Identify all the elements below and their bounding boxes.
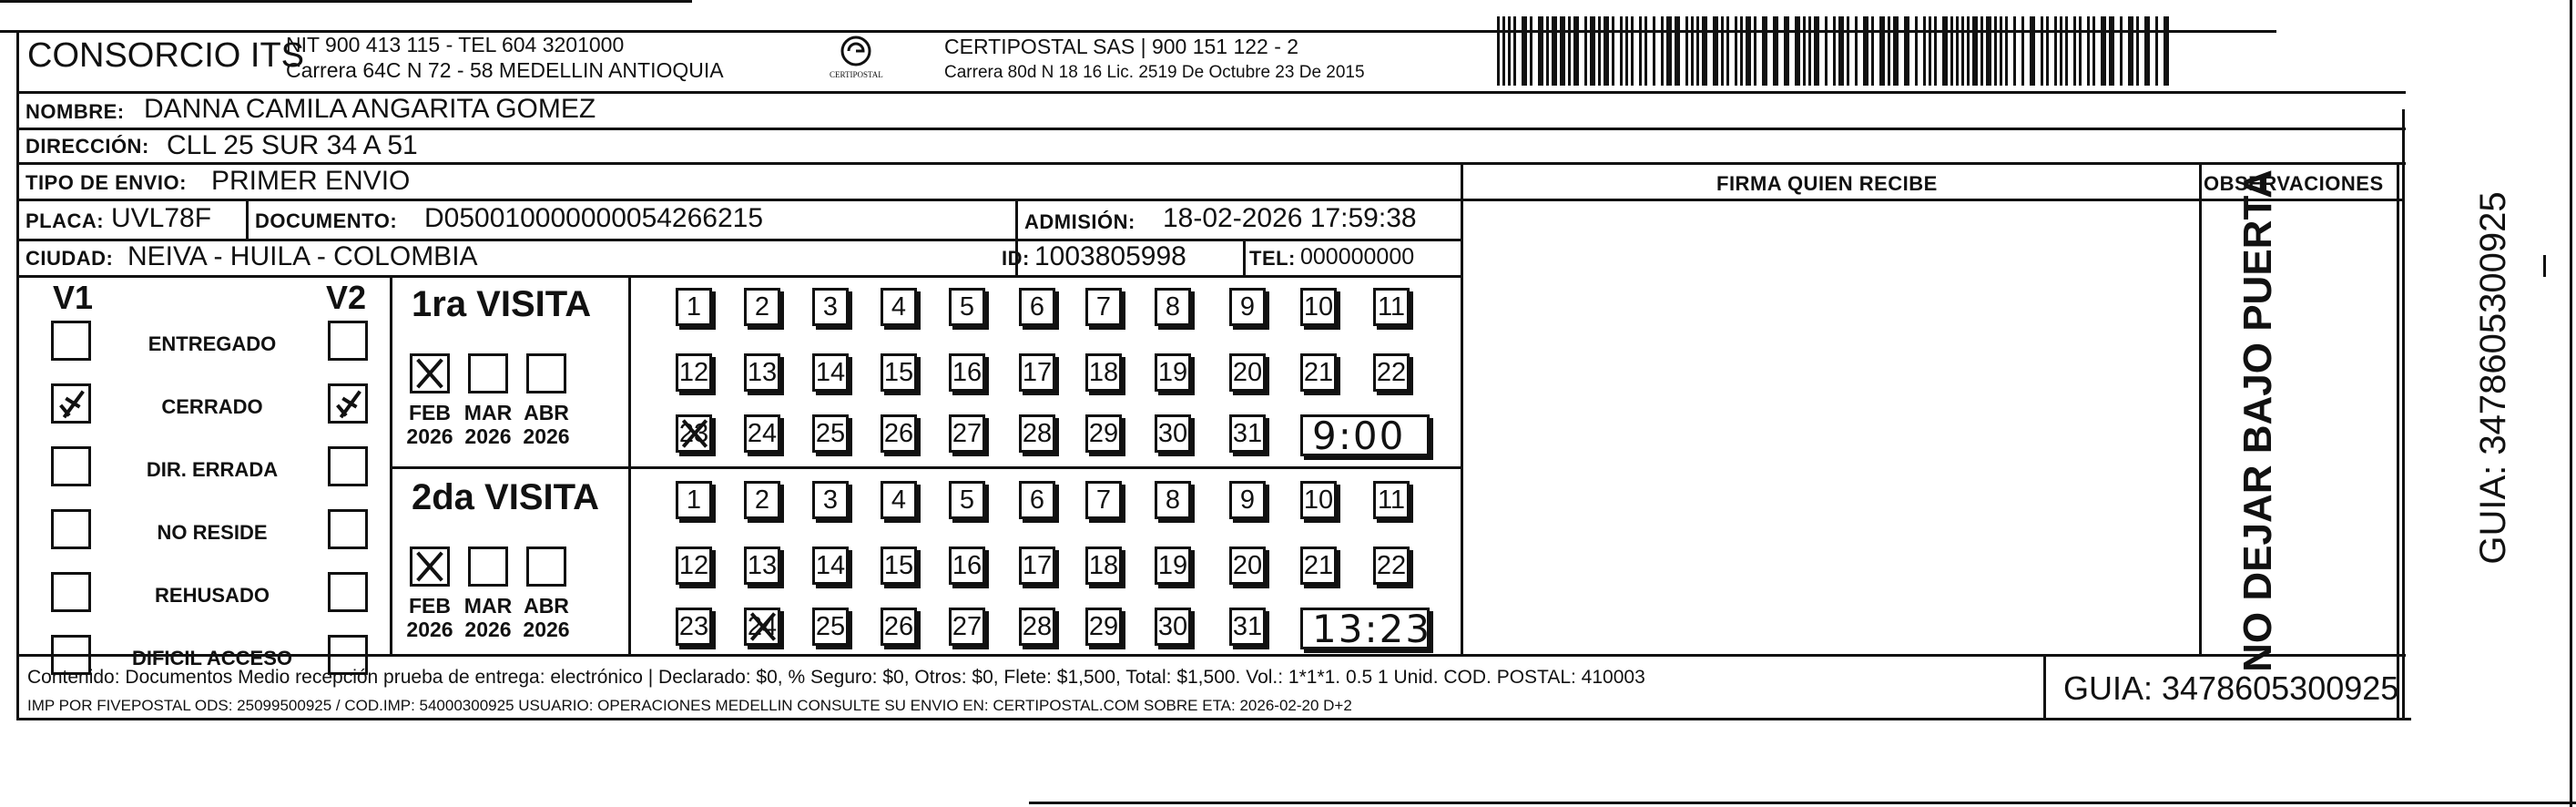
month-label: MAR 2026	[463, 594, 513, 642]
barcode-bar	[1863, 16, 1868, 86]
day-box[interactable]: 13	[744, 353, 780, 392]
barcode-bar	[1746, 16, 1751, 86]
page-right-edge	[2570, 0, 2572, 807]
barcode-bar	[1762, 16, 1767, 86]
status-reason-label: ENTREGADO	[148, 332, 277, 355]
barcode-bar	[1980, 16, 1983, 86]
status-reason-label: DIR. ERRADA	[146, 458, 279, 481]
day-box[interactable]: 26	[881, 414, 917, 453]
barcode-bar	[2092, 16, 2095, 86]
side-guia: GUIA: 3478605300925	[2473, 191, 2513, 565]
status-reason-label: CERRADO	[161, 395, 263, 418]
month-checkbox[interactable]	[410, 353, 450, 393]
placa-label: PLACA:	[25, 209, 105, 232]
day-box[interactable]: 27	[949, 414, 985, 453]
day-box[interactable]: 4	[881, 481, 917, 519]
barcode-bar	[1942, 16, 1948, 86]
barcode-bar	[1929, 16, 1931, 86]
month-label: ABR 2026	[523, 594, 570, 642]
barcode-bar	[2005, 16, 2008, 86]
day-box[interactable]: 2	[744, 288, 780, 326]
barcode-bar	[2046, 16, 2049, 86]
barcode-bar	[1795, 16, 1800, 86]
status-reason-label: DIFICIL ACCESO	[131, 647, 292, 669]
barcode-bar	[1497, 16, 1500, 86]
frame-left	[16, 30, 19, 720]
day-box[interactable]: 25	[812, 414, 849, 453]
barcode-bar	[1784, 16, 1789, 86]
barcode-image	[1493, 15, 2176, 87]
barcode-bar	[2013, 16, 2016, 86]
row-sep-3	[16, 199, 1461, 201]
documento-value: D050010000000054266215	[424, 203, 764, 233]
barcode-bar	[2073, 16, 2076, 86]
day-box[interactable]: 26	[881, 608, 917, 646]
barcode-bar	[1696, 16, 1699, 86]
barcode-bar	[1604, 16, 1609, 86]
barcode-bar	[1967, 16, 1970, 86]
id-label: ID:	[1002, 247, 1030, 270]
barcode-bar	[1573, 16, 1579, 86]
barcode-bar	[1691, 16, 1694, 86]
day-box[interactable]: 21	[1300, 547, 1337, 585]
barcode-bar	[2030, 16, 2035, 86]
frame-bottom	[16, 718, 2411, 720]
day-box[interactable]: 23	[676, 608, 712, 646]
direccion-label: DIRECCIÓN:	[25, 135, 149, 158]
barcode-bar	[1735, 16, 1737, 86]
v2-checkbox[interactable]	[328, 572, 368, 612]
barcode-bar	[1972, 16, 1978, 86]
visit-time: 13:23	[1312, 607, 1432, 651]
day-box[interactable]: 5	[949, 481, 985, 519]
day-box[interactable]: 5	[949, 288, 985, 326]
month-checkbox[interactable]	[468, 547, 508, 587]
day-box[interactable]: 18	[1085, 547, 1122, 585]
barcode-bar	[1754, 16, 1756, 86]
barcode-bar	[2136, 16, 2139, 86]
day-box[interactable]: 17	[1019, 547, 1055, 585]
v1-checkbox[interactable]	[51, 572, 91, 612]
day-box[interactable]: 15	[881, 353, 917, 392]
handwritten-x-mark	[747, 610, 779, 643]
barcode-bar	[1808, 16, 1811, 86]
day-box[interactable]: 12	[676, 353, 712, 392]
day-box[interactable]: 14	[812, 547, 849, 585]
certipostal-logo	[824, 35, 888, 86]
v2-label: V2	[326, 279, 367, 316]
v2-checkbox[interactable]	[328, 321, 368, 361]
footer-guia: GUIA: 3478605300925	[2063, 669, 2399, 707]
obs-col-left	[2199, 162, 2202, 656]
row-sep-2	[16, 162, 2406, 165]
barcode-bar	[2065, 16, 2068, 86]
tipo-envio-label: TIPO DE ENVIO:	[25, 171, 187, 194]
admision-label: ADMISIÓN:	[1024, 210, 1135, 233]
day-box[interactable]: 7	[1085, 481, 1122, 519]
day-box[interactable]: 19	[1155, 353, 1191, 392]
day-box[interactable]: 11	[1373, 288, 1410, 326]
barcode-bar	[1639, 16, 1642, 86]
firma-header: FIRMA QUIEN RECIBE	[1716, 172, 1938, 195]
v2-checkbox[interactable]	[328, 509, 368, 549]
day-box[interactable]: 11	[1373, 481, 1410, 519]
barcode-bar	[1986, 16, 1991, 86]
barcode-bar	[1803, 16, 1806, 86]
admision-value: 18-02-2026 17:59:38	[1163, 203, 1417, 233]
day-box[interactable]: 4	[881, 288, 917, 326]
barcode-bar	[2079, 16, 2082, 86]
barcode-bar	[1513, 16, 1516, 86]
day-box[interactable]: 22	[1373, 547, 1410, 585]
ciudad-label: CIUDAD:	[25, 247, 114, 270]
barcode-bar	[1590, 16, 1595, 86]
barcode-bar	[2120, 16, 2123, 86]
day-box[interactable]: 18	[1085, 353, 1122, 392]
day-box[interactable]: 29	[1085, 608, 1122, 646]
month-label: FEB 2026	[406, 594, 453, 642]
barcode-bar	[1833, 16, 1836, 86]
day-box[interactable]: 31	[1229, 414, 1266, 453]
visit-row-sep	[390, 466, 1461, 469]
month-checkbox[interactable]	[526, 547, 566, 587]
barcode-bar	[1814, 16, 1819, 86]
barcode-bar	[2101, 16, 2106, 86]
footer-line2: IMP POR FIVEPOSTAL ODS: 25099500925 / COD.IMP: 54000300925 USUARIO: OPERACIONES MEDELLIN CONSULTE SU ENVIO EN: CERTIPOSTAL.COM SOBRE ETA: 2026-02-20 D+2	[27, 697, 1352, 714]
barcode-bar	[1702, 16, 1707, 86]
barcode-bar	[1956, 16, 1959, 86]
barcode-bar	[1560, 16, 1565, 86]
barcode-bar	[1904, 16, 1909, 86]
v1-checkbox[interactable]	[51, 509, 91, 549]
day-box[interactable]: 1	[676, 481, 712, 519]
address-line: Carrera 64C N 72 - 58 MEDELLIN ANTIOQUIA	[286, 58, 724, 82]
visit-col-sep	[628, 275, 631, 654]
barcode-bar	[1871, 16, 1874, 86]
placa-sep	[246, 199, 249, 240]
handwritten-x-mark	[412, 549, 447, 584]
firma-col-left	[1461, 162, 1463, 656]
barcode-bar	[1584, 16, 1587, 86]
handwritten-x-mark	[412, 356, 447, 391]
visit1-title: 1ra VISITA	[412, 284, 592, 324]
day-box[interactable]: 20	[1229, 547, 1266, 585]
barcode-bar	[2155, 16, 2158, 86]
barcode-bar	[2109, 16, 2114, 86]
nit-line: NIT 900 413 115 - TEL 604 3201000	[286, 33, 625, 56]
day-box[interactable]: 14	[812, 353, 849, 392]
barcode-bar	[2060, 16, 2062, 86]
ciudad-value: NEIVA - HUILA - COLOMBIA	[127, 241, 478, 271]
barcode-bar	[1598, 16, 1601, 86]
observaciones-header: OBSERVACIONES	[2204, 172, 2384, 195]
handwritten-x-mark	[331, 386, 365, 421]
day-box[interactable]: 8	[1155, 288, 1191, 326]
day-box[interactable]: 7	[1085, 288, 1122, 326]
barcode-bar	[1950, 16, 1953, 86]
barcode-bar	[1666, 16, 1672, 86]
documento-label: DOCUMENTO:	[255, 209, 398, 232]
day-box[interactable]: 27	[949, 608, 985, 646]
nombre-label: NOMBRE:	[25, 100, 125, 123]
barcode-bar	[1855, 16, 1858, 86]
month-checkbox[interactable]	[468, 353, 508, 393]
day-box[interactable]: 25	[812, 608, 849, 646]
barcode-bar	[1625, 16, 1628, 86]
day-box[interactable]: 10	[1300, 481, 1337, 519]
barcode-bar	[1552, 16, 1557, 86]
day-box[interactable]: 19	[1155, 547, 1191, 585]
month-checkbox[interactable]	[526, 353, 566, 393]
barcode-bar	[1923, 16, 1926, 86]
day-box[interactable]: 10	[1300, 288, 1337, 326]
visit-time: 9:00	[1312, 414, 1406, 458]
day-box[interactable]: 30	[1155, 608, 1191, 646]
barcode-bar	[1653, 16, 1655, 86]
side-notice: NO DEJAR BAJO PUERTA	[2235, 169, 2280, 672]
tipo-envio-value: PRIMER ENVIO	[211, 166, 411, 196]
placa-value: UVL78F	[111, 203, 212, 233]
barcode-bar	[1631, 16, 1634, 86]
day-box[interactable]: 29	[1085, 414, 1122, 453]
footer-guia-sep	[2043, 656, 2046, 720]
barcode-bar	[1740, 16, 1743, 86]
month-label: FEB 2026	[406, 401, 453, 449]
barcode-bar	[1838, 16, 1844, 86]
barcode-bar	[1612, 16, 1614, 86]
certipostal-line2: Carrera 80d N 18 16 Lic. 2519 De Octubre 23 De 2015	[944, 63, 1365, 82]
month-label: ABR 2026	[523, 401, 570, 449]
obs-col-right	[2397, 162, 2399, 720]
v1-checkbox[interactable]	[51, 383, 91, 424]
day-box[interactable]: 9	[1229, 481, 1266, 519]
barcode-bar	[1825, 16, 1828, 86]
tel-value: 000000000	[1300, 244, 1415, 270]
v2-checkbox[interactable]	[328, 446, 368, 486]
barcode-bar	[2041, 16, 2043, 86]
nombre-value: DANNA CAMILA ANGARITA GOMEZ	[144, 94, 596, 124]
barcode-bar	[1726, 16, 1729, 86]
month-label: MAR 2026	[463, 401, 513, 449]
barcode-bar	[2000, 16, 2002, 86]
barcode-bar	[1721, 16, 1724, 86]
barcode-bar	[2021, 16, 2024, 86]
day-box[interactable]: 30	[1155, 414, 1191, 453]
v1-checkbox[interactable]	[51, 321, 91, 361]
barcode-bar	[1934, 16, 1937, 86]
barcode-bar	[2164, 16, 2169, 86]
id-value: 1003805998	[1034, 241, 1186, 271]
barcode-bar	[1522, 16, 1527, 86]
barcode-bar	[1661, 16, 1664, 86]
barcode-bar	[1773, 16, 1778, 86]
row-sep-6	[16, 654, 2406, 657]
status-reason-label: NO RESIDE	[157, 521, 268, 544]
day-box[interactable]: 2	[744, 481, 780, 519]
v1-label: V1	[53, 279, 94, 316]
tel-label: TEL:	[1249, 247, 1296, 270]
barcode-bar	[1994, 16, 1997, 86]
barcode-bar	[1502, 16, 1505, 86]
visit-time-box[interactable]	[1300, 608, 1430, 649]
barcode-bar	[1893, 16, 1899, 86]
barcode-bar	[1713, 16, 1718, 86]
day-box[interactable]: 8	[1155, 481, 1191, 519]
day-box[interactable]: 20	[1229, 353, 1266, 392]
handwritten-x-mark	[678, 417, 711, 450]
direccion-value: CLL 25 SUR 34 A 51	[167, 130, 418, 160]
barcode-bar	[1675, 16, 1680, 86]
barcode-bar	[1568, 16, 1571, 86]
day-box[interactable]: 28	[1019, 414, 1055, 453]
day-box[interactable]: 24	[744, 414, 780, 453]
barcode-bar	[2087, 16, 2090, 86]
status-reason-label: REHUSADO	[155, 584, 270, 607]
day-box[interactable]: 6	[1019, 288, 1055, 326]
logo-caption: CERTIPOSTAL	[830, 70, 883, 79]
barcode-bar	[1546, 16, 1549, 86]
day-box[interactable]: 1	[676, 288, 712, 326]
month-checkbox[interactable]	[410, 547, 450, 587]
day-box[interactable]: 12	[676, 547, 712, 585]
certipostal-line1: CERTIPOSTAL SAS | 900 151 122 - 2	[944, 35, 1299, 58]
v1-checkbox[interactable]	[51, 446, 91, 486]
day-box[interactable]: 15	[881, 547, 917, 585]
barcode-bar	[1538, 16, 1543, 86]
day-box[interactable]: 17	[1019, 353, 1055, 392]
footer-line1: Contenido: Documentos Medio recepción prueba de entrega: electrónico | Declarado: $0, % Seguro: $0, Otros: $0, Flete: $1,500, Total: $1,500. Vol.: 1*1*1. 0.5 1 Unid. COD. POSTAL: 410003	[27, 667, 1645, 688]
barcode-bar	[1879, 16, 1885, 86]
day-box[interactable]: 21	[1300, 353, 1337, 392]
barcode-bar	[2128, 16, 2133, 86]
v2-checkbox[interactable]	[328, 383, 368, 424]
barcode-bar	[1888, 16, 1890, 86]
tel-sep	[1243, 240, 1246, 277]
day-box[interactable]: 3	[812, 288, 849, 326]
day-box[interactable]: 24	[744, 608, 780, 646]
day-box[interactable]: 6	[1019, 481, 1055, 519]
barcode-bar	[1685, 16, 1688, 86]
day-box[interactable]: 16	[949, 547, 985, 585]
barcode-bar	[2054, 16, 2057, 86]
visit-time-box[interactable]	[1300, 414, 1430, 456]
barcode-bar	[1915, 16, 1918, 86]
day-box[interactable]: 28	[1019, 608, 1055, 646]
company-name: CONSORCIO ITS	[27, 36, 305, 75]
status-col-sep	[390, 275, 392, 654]
frame-top-left-stub	[0, 0, 692, 3]
side-tick	[2543, 255, 2546, 277]
barcode-bar	[1961, 16, 1964, 86]
day-box[interactable]: 9	[1229, 288, 1266, 326]
day-box[interactable]: 23	[676, 414, 712, 453]
day-box[interactable]: 13	[744, 547, 780, 585]
barcode-bar	[1847, 16, 1849, 86]
day-box[interactable]: 22	[1373, 353, 1410, 392]
page-bottom-rule	[1029, 802, 2576, 804]
barcode-bar	[1508, 16, 1511, 86]
day-box[interactable]: 3	[812, 481, 849, 519]
barcode-bar	[1644, 16, 1647, 86]
barcode-bar	[1620, 16, 1623, 86]
day-box[interactable]: 16	[949, 353, 985, 392]
barcode-bar	[1530, 16, 1532, 86]
day-box[interactable]: 31	[1229, 608, 1266, 646]
barcode-bar	[2144, 16, 2150, 86]
handwritten-x-mark	[54, 386, 88, 421]
visit2-title: 2da VISITA	[412, 477, 599, 517]
